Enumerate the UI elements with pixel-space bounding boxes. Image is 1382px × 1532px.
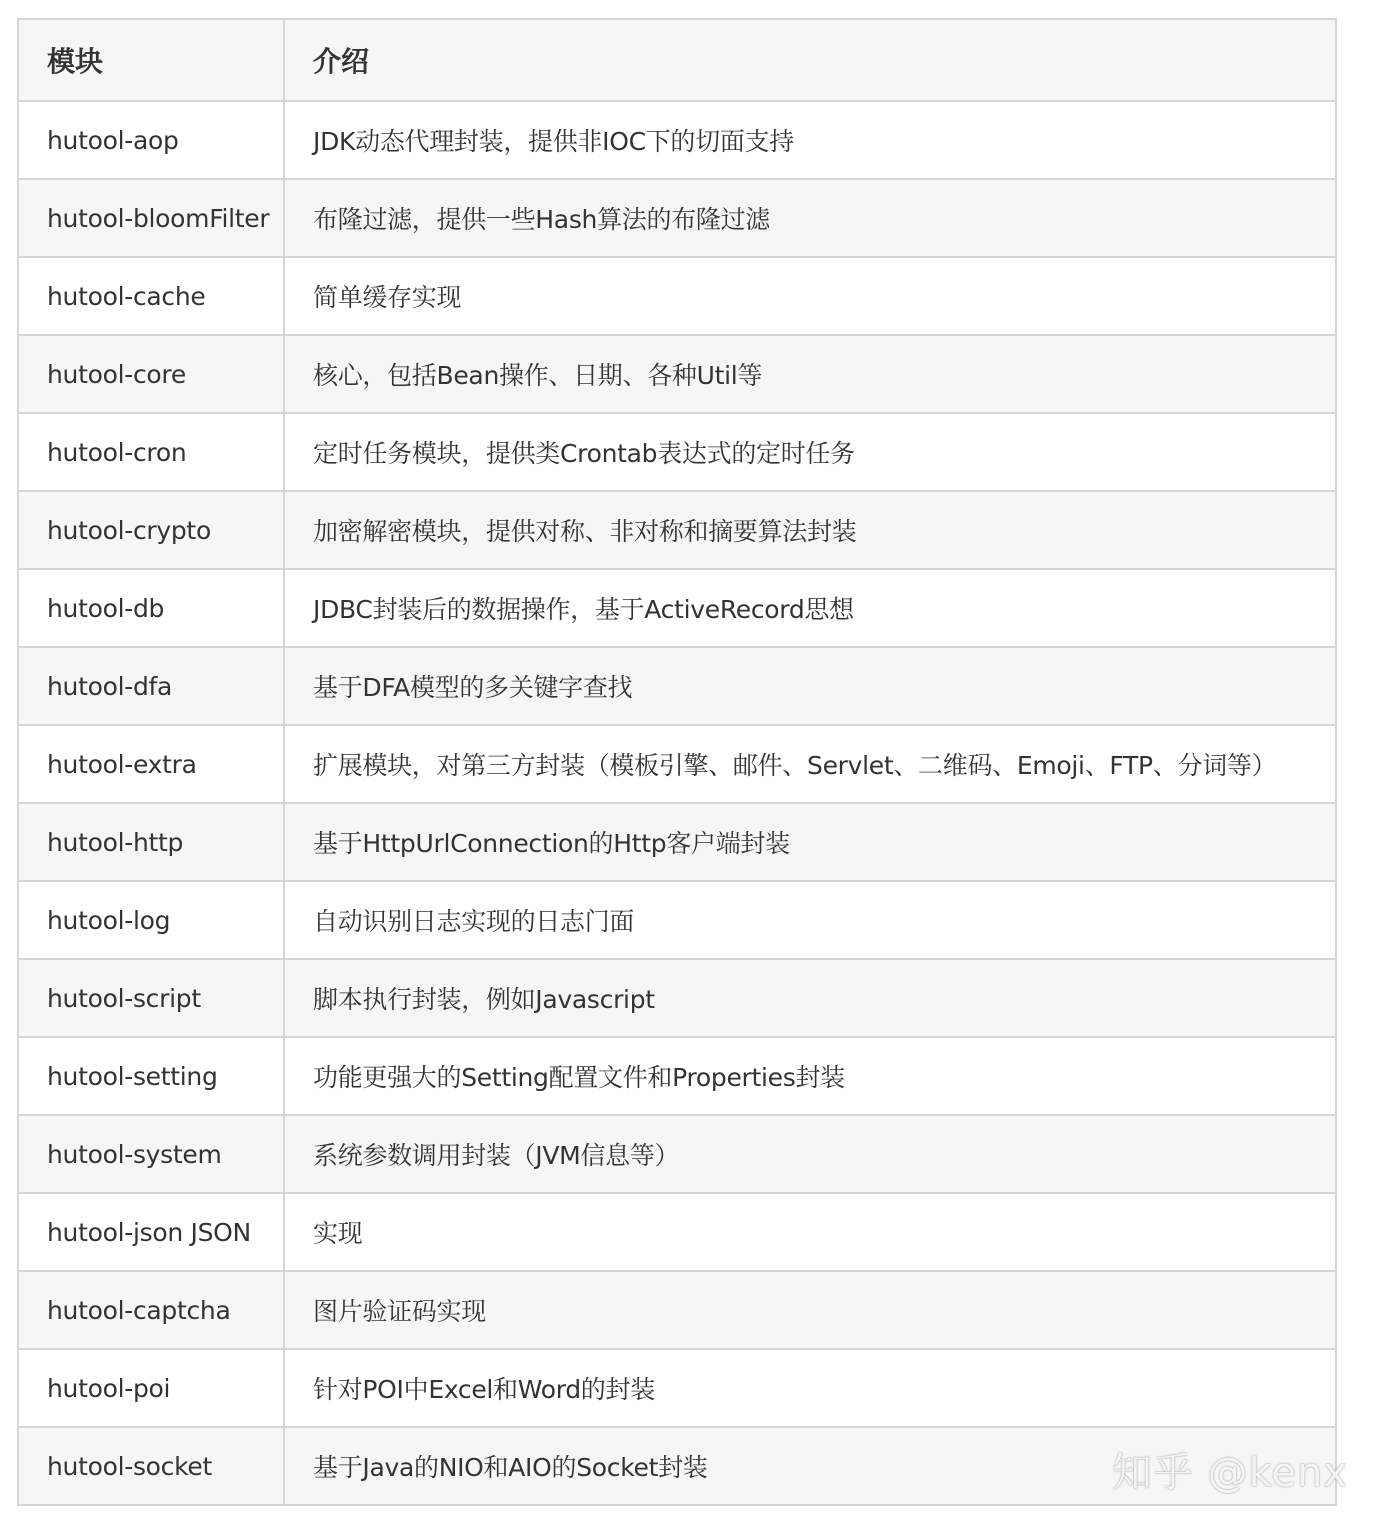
table-header-row: [18, 19, 1336, 101]
module-description: 脚本执行封装，例如Javascript: [284, 959, 1336, 1037]
module-name: hutool-captcha: [18, 1271, 284, 1349]
module-description: 基于Java的NIO和AIO的Socket封装: [284, 1427, 1336, 1505]
table-row: [18, 569, 1336, 647]
module-name: hutool-cache: [18, 257, 284, 335]
table-row: [18, 881, 1336, 959]
module-description: 基于HttpUrlConnection的Http客户端封装: [284, 803, 1336, 881]
module-name: hutool-http: [18, 803, 284, 881]
module-description: 系统参数调用封装（JVM信息等）: [284, 1115, 1336, 1193]
module-description: 核心，包括Bean操作、日期、各种Util等: [284, 335, 1336, 413]
module-description: 扩展模块，对第三方封装（模板引擎、邮件、Servlet、二维码、Emoji、FTP、分词等）: [284, 725, 1336, 803]
module-description: 实现: [284, 1193, 1336, 1271]
table-row: [18, 335, 1336, 413]
module-description: 加密解密模块，提供对称、非对称和摘要算法封装: [284, 491, 1336, 569]
table-row: [18, 257, 1336, 335]
module-description: 针对POI中Excel和Word的封装: [284, 1349, 1336, 1427]
modules-table: [17, 18, 1337, 1506]
module-name: hutool-aop: [18, 101, 284, 179]
module-name: hutool-poi: [18, 1349, 284, 1427]
module-description: 基于DFA模型的多关键字查找: [284, 647, 1336, 725]
module-name: hutool-script: [18, 959, 284, 1037]
table-row: [18, 413, 1336, 491]
module-name: hutool-core: [18, 335, 284, 413]
table-row: [18, 101, 1336, 179]
module-name: hutool-dfa: [18, 647, 284, 725]
module-name: hutool-system: [18, 1115, 284, 1193]
module-description: 定时任务模块，提供类Crontab表达式的定时任务: [284, 413, 1336, 491]
table-row: [18, 179, 1336, 257]
module-name: hutool-extra: [18, 725, 284, 803]
module-name: hutool-db: [18, 569, 284, 647]
module-name: hutool-setting: [18, 1037, 284, 1115]
module-name: hutool-crypto: [18, 491, 284, 569]
table-row: [18, 1349, 1336, 1427]
module-description: 功能更强大的Setting配置文件和Properties封装: [284, 1037, 1336, 1115]
module-description: JDK动态代理封装，提供非IOC下的切面支持: [284, 101, 1336, 179]
table-row: [18, 1115, 1336, 1193]
table-row: [18, 959, 1336, 1037]
table-row: [18, 1193, 1336, 1271]
module-description: 布隆过滤，提供一些Hash算法的布隆过滤: [284, 179, 1336, 257]
table-row: [18, 803, 1336, 881]
zhihu-watermark: 知乎 @kenx: [1111, 1450, 1348, 1496]
table-row: [18, 491, 1336, 569]
header-module: 模块: [18, 19, 284, 101]
module-name: hutool-socket: [18, 1427, 284, 1505]
table-row: [18, 1271, 1336, 1349]
module-description: 自动识别日志实现的日志门面: [284, 881, 1336, 959]
header-description: 介绍: [284, 19, 1336, 101]
module-name: hutool-bloomFilter: [18, 179, 284, 257]
module-description: 简单缓存实现: [284, 257, 1336, 335]
module-name: hutool-json JSON: [18, 1193, 284, 1271]
table-row: [18, 725, 1336, 803]
module-name: hutool-cron: [18, 413, 284, 491]
module-description: 图片验证码实现: [284, 1271, 1336, 1349]
table-row: [18, 647, 1336, 725]
table-row: [18, 1037, 1336, 1115]
module-name: hutool-log: [18, 881, 284, 959]
module-description: JDBC封装后的数据操作，基于ActiveRecord思想: [284, 569, 1336, 647]
